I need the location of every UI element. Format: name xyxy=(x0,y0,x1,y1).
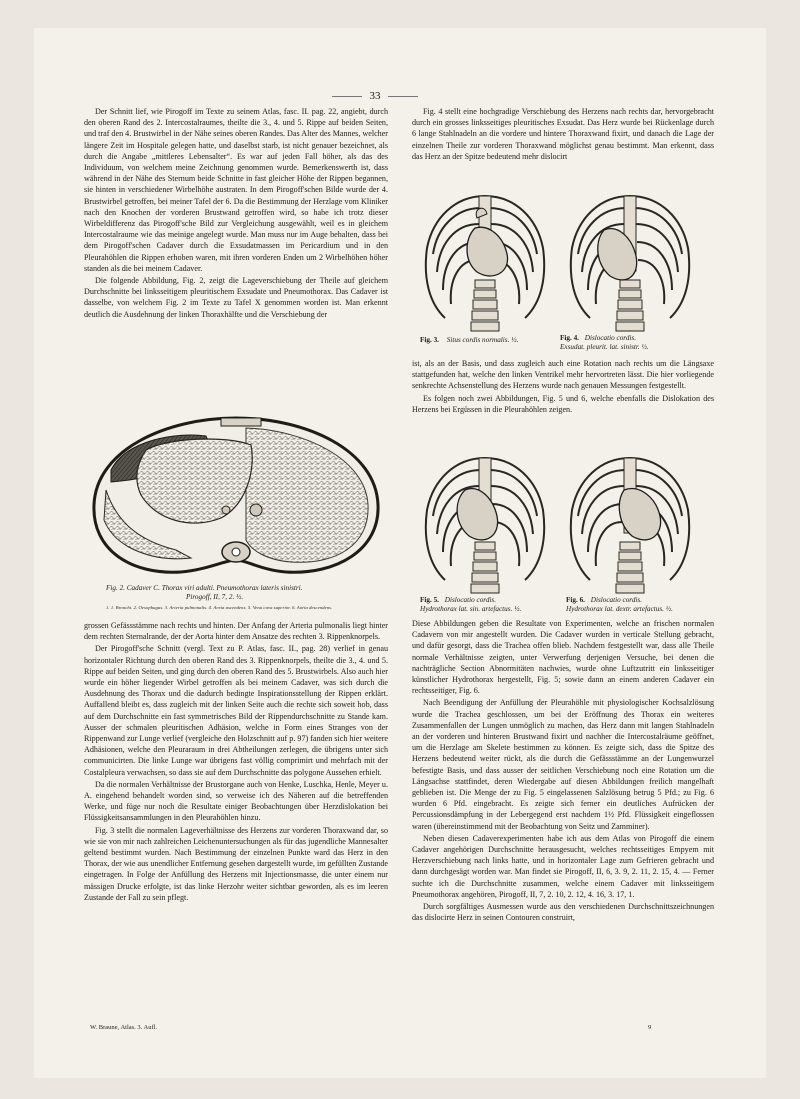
paragraph: Fig. 3 stellt die normalen Lageverhältnisse des Herzens zur vorderen Thoraxwand dar, so wie sie von mir nach zahlreichen Leichenuntersuchungen als für das jugendliche Mannesalter geltend bestimmt wurden. Nach Bestimmung der einzelnen Punkte ward das Herz in den Thorax, der wie aus unendlicher Entfernung gesehen dargestellt wurde, im gefüllten Zustande eingetragen. In Folge der Anfüllung des Herzens mit Injectionsmasse, die unter einem nur mässigen Drucke erfolgte, ist das linke Herzohr weiter sichtbar geworden, als es im leeren Zustande der Fall zu sein pflegt. xyxy=(84,825,388,902)
fig5-label: Fig. 5. xyxy=(420,596,439,604)
fig2-caption-line1: Fig. 2. Cadaver C. Thorax viri adulti. Pneumothorax lateris sinistri. xyxy=(106,584,303,592)
footer-left: W. Braune, Atlas. 3. Aufl. xyxy=(90,1024,158,1031)
page-number: 33 xyxy=(369,90,381,102)
fig4-caption-line2: Exsudat. pleurit. lat. sinistr. ½. xyxy=(560,343,649,351)
paragraph: Fig. 4 stellt eine hochgradige Verschiebung des Herzens nach rechts dar, hervorgebracht durch ein grosses linksseitiges pleuritisches Exsudat. Das Herz wurde bei Rückenlage durch 6 lange Stahlnadeln an die vordere und hintere Thoraxwand fixirt, und danach die Lage der einzelnen Theile zur vorderen Thoraxwand möglichst genau bestimmt. Man erkennt, dass das Herz an der Spitze bedeutend mehr dislocirt xyxy=(412,107,714,161)
right-column-mid xyxy=(412,358,714,416)
right-column-bottom xyxy=(412,618,714,924)
fig2-thorax-section-illustration xyxy=(86,410,386,580)
fig3-ribcage-illustration xyxy=(415,188,555,333)
fig3-caption xyxy=(420,336,555,345)
fig6-ribcage-illustration xyxy=(560,450,700,595)
paragraph: Die folgende Abbildung, Fig. 2, zeigt die Lageverschiebung der Theile auf gleichem Durchschnitte bei linksseitigem pleuritischem Exsudate und Pneumothorax. Das Cadaver ist dasselbe, von welchem Fig. 2 im Texte zu Tafel X genommen worden ist. Man erkennt deutlich die Ausdehnung der linken Thoraxhälfte und die Verschiebung der xyxy=(84,276,388,319)
fig4-ribcage-illustration xyxy=(560,188,700,333)
fig6-label: Fig. 6. xyxy=(566,596,585,604)
fig3-caption-text: Situs cordis normalis. ½. xyxy=(446,336,519,344)
paragraph: Nach Beendigung der Anfüllung der Pleurahöhle mit physiologischer Kochsalzlösung wurde die Trachea geschlossen, um bei der Eröffnung des Thorax ein weiteres Zusammenfallen der Lungen unmöglich zu machen, das Herz dann mit langen Stahlnadeln an der vorderen und hinteren Brustwand fixirt und nachher die Intercostalräume geöffnet, um die Herzlage am Skelete bestimmen zu können. Es zeigte sich, dass die Spitze des Herzens bedeutend weiter rückt, als die durch die Gefässstämme an der Lungenwurzel befestigte Basis, und dass ausser der seitlichen Verschiebung noch eine Rotation um die Längsachse stattfindet, deren Wiedergabe auf diesen Abbildungen freilich mangelhaft geblieben ist. Die Menge der zu Fig. 5 eingelassenen Salzlösung betrug 5 Pfd.; zu Fig. 6 wurden 6 Pfd. eingebracht. Es zeigte sich ferner ein deutliches Aufrücken der Percussionsdämpfung in der Lebergegend erst nachdem 1½ Pfd. Flüssigkeit eingeflossen waren (übereinstimmend mit der Beobachtung von Seitz und Zamminer). xyxy=(412,698,714,831)
header-rule-right xyxy=(388,96,418,97)
paragraph: Durch sorgfältiges Ausmessen wurde aus den verschiedenen Durchschnittszeichnungen das dislocirte Herz in seinen Contouren construirt, xyxy=(412,902,714,923)
fig2-legend: 1. 1. Bronchi. 2. Oesophagus. 3. Arteria pulmonalis. 4. Aorta ascendens. 5. Vena cava superior. 6. Aorta descendens. xyxy=(106,605,333,610)
fig5-ribcage-illustration xyxy=(415,450,555,595)
fig5-caption-text: Dislocatio cordis. xyxy=(444,596,497,604)
left-column-top xyxy=(84,106,388,321)
paragraph: Neben diesen Cadaverexperimenten habe ich aus dem Atlas von Pirogoff die einem Cadaver angehörigen Durchschnitte herausgesucht, welches rechtsseitiges Empyem mit Herzverschiebung nach links hatte, und in horizontaler Lage zum Gefrieren gebracht und dann durchgesägt worden war. Man findet sie Pirogoff, II, 6, 3. 9, 2. 11, 2. 15, 4. — Ferner suchte ich die Durchschnitte zusammen, welche einem Cadaver mit linksseitigem Pneumothorax angehören, Pirogoff, II, 7, 2. 10, 2. 12, 4. 16, 3. 17, 1. xyxy=(412,833,714,899)
fig4-caption-text: Dislocatio cordis. xyxy=(584,334,637,342)
fig6-caption-line2: Hydrothorax lat. dextr. artefactus. ½. xyxy=(566,605,673,613)
paragraph: Da die normalen Verhältnisse der Brustorgane auch von Henke, Luschka, Henle, Meyer u. A. eingehend behandelt worden sind, so verweise ich des Näheren auf die betreffenden Werke, und füge nur noch die Resultate einiger Beobachtungen über Herzdislokation bei Flüssigkeitsansammlungen in den Pleurahöhlen hinzu. xyxy=(84,779,388,823)
footer-right: 9 xyxy=(648,1024,652,1031)
fig5-caption xyxy=(420,596,560,614)
paragraph: grossen Gefässstämme nach rechts und hinten. Der Anfang der Arteria pulmonalis liegt hinter dem rechten Sternalrande, der der Aorta hinter dem Ansatze des rechten 3. Rippenknorpels. xyxy=(84,621,388,642)
paragraph: Der Schnitt lief, wie Pirogoff im Texte zu seinem Atlas, fasc. II. pag. 22, angiebt, durch den oberen Rand des 2. Intercostalraumes, theilte die 3., 4. und 5. Rippe auf beiden Seiten, und traf den 4. Brustwirbel in der Nähe seines oberen Randes. Das Alter des Mannes, welcher längere Zeit im Hospitale gelegen hatte, und daselbst starb, ist nicht genauer bezeichnet, als durch die Angabe „mittleres Lebensalter“. Es war auf jeden Fall höher, als das des Individuum, von welchem meine Zeichnung genommen wurde. Bemerkenswerth ist, dass während in der Nähe des Sternum beide Schnitte in fast gleicher Höhe der Rippen begannen, sie hinten in verschiedener Wirbelhöhe austraten. In dem Pirogoff'schen Bilde wurde der 4. Brustwirbel getroffen, bei meiner Tafel der 6. Da die Bestimmung der Herzlage vom Kliniker nach den Knochen der vorderen Brustwand getroffen wird, so habe ich trotz dieser Wirbeldifferenz das Pirogoff'sche Bild zur Vergleichung ausgewählt, weil es in gleichem Intercostalraume wie das meinige angelegt wurde. Man muss nur im Auge behalten, dass bei dem Pirogoff'schen Cadaver durch die Exsudatmassen im Pericardium und in den Pleurahöhlen die Rippen erhoben waren, mit ihren vorderen Enden um 2 Wirbelhöhen höher standen als die bei meinem Cadaver. xyxy=(84,107,388,273)
fig2-caption xyxy=(106,584,396,612)
paragraph: Der Pirogoff'sche Schnitt (vergl. Text zu P. Atlas, fasc. II., pag. 28) verlief in genau horizontaler Richtung durch den oberen Rand des 3. Rippenknorpels, theilte die 3., 4. und 5. Rippe auf beiden Seiten, und ging durch den oberen Rand des 5. Brustwirbels. Also auch hier wurde ein höher liegender Wirbel getroffen als bei meinem Cadaver, was sich durch die Ausdehnung des Thorax und die dadurch bedingte Inspirationsstellung der Rippen erklärt. Auffallend bleibt es, dass zugleich mit der linken Seite auch die rechte sich soweit hob, dass auf dem Durchschnitte ein fast symmetrisches Bild der Rippendurchschnitte zu Stande kam. Ausser der schmalen pleuritischen Adhäsion, welche in Form eines Stranges von der Rippenwand zur Lunge verlief (vergleiche den Holzschnitt auf p. 97) fanden sich hier weitere Adhäsionen, welche den Pleuraraum in drei Abtheilungen zerlegen, die übrigens unter sich communicirten. Die linke Lunge war übrigens fast völlig comprimirt und mehrfach mit der Costalpleura verwachsen, so dass sie auf dem Durchschnitte das polygone Aussehen erhielt. xyxy=(84,644,388,777)
fig2-caption-line2: Pirogoff, II, 7, 2. ½. xyxy=(186,593,244,601)
fig3-label: Fig. 3. xyxy=(420,336,439,344)
left-column-bottom xyxy=(84,620,388,904)
fig5-caption-line2: Hydrothorax lat. sin. artefactus. ½. xyxy=(420,605,522,613)
right-column-top xyxy=(412,106,714,163)
paragraph: ist, als an der Basis, und dass zugleich auch eine Rotation nach rechts um die Längsaxe stattgefunden hat, welche den linken Ventrikel mehr hervortreten lässt. Die hier vorliegende senkrechte Achsenstellung des Herzens wurde nach genauen Messungen festgestellt. xyxy=(412,359,714,391)
paragraph: Es folgen noch zwei Abbildungen, Fig. 5 und 6, welche ebenfalls die Dislokation des Herzens bei Ergüssen in die Pleurahöhlen zeigen. xyxy=(412,393,714,414)
fig6-caption-text: Dislocatio cordis. xyxy=(590,596,643,604)
paragraph: Diese Abbildungen geben die Resultate von Experimenten, welche an frischen normalen Cadavern von mir angestellt wurden. Die Cadaver wurden in verticale Stellung gebracht, und dafür gesorgt, dass die Trachea offen blieb. Nachdem festgestellt war, dass alle Theile normale Verhältnisse zeigten, unter Verwerfung derjenigen Versuche, bei denen die nachträgliche Section Abnormitäten nachwies, wurde ohne Luftzutritt ein linksseitiger künstlicher Hydrothorax hergestellt, Fig. 5; sowie dann an einem anderen Cadaver ein rechtsseitiger, Fig. 6. xyxy=(412,619,714,696)
fig4-caption xyxy=(560,334,710,352)
fig6-caption xyxy=(566,596,716,614)
fig4-label: Fig. 4. xyxy=(560,334,579,342)
